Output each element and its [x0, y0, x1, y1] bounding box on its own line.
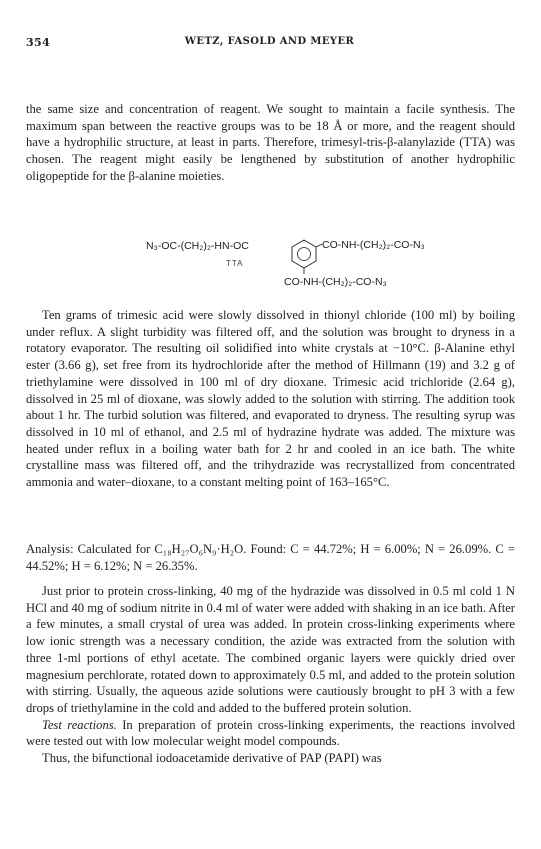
- paragraph-procedure: [26, 583, 515, 767]
- paragraph-test-reactions: [26, 717, 515, 750]
- formula-left-group: N₃-OC-(CH₂)₂-HN-OC: [146, 240, 249, 252]
- formula-bottom-group: CO-NH-(CH₂)₂-CO-N₃: [284, 276, 387, 288]
- paragraph-synthesis-text: Ten grams of trimesic acid were slowly dissolved in thionyl chloride (100 ml) by boiling under reflux. A slight turbidity was filtered off, and the solution was brought to dryness in a rotatory evaporator. The resulting oil solidified into white crystals at −10°C. β-Alanine ethyl ester (3.66 g), set free from its hydrochloride after the method of Hillmann (19) and 3.2 g of triethylamine were dissolved in 100 ml of dry dioxane. Trimesic acid trichloride (2.64 g), dissolved in 25 ml of dioxane, was slowly added to the solution with stirring. The addition took about 1 hr. The turbid solution was filtered, and evaporated to dryness. The resulting syrup was dissolved in 10 ml of ethanol, and 2.5 ml of hydrazine hydrate was added. The mixture was heated under reflux in a boiling water bath for 2 hr and cooled in an ice bath. The white crystalline mass was filtered off, and the trihydrazide was recrystallized from concentrated ammonia and water–dioxane, to a constant melting point of 163–165°C.: [26, 308, 515, 490]
- test-reactions-heading: Test reactions.: [42, 717, 117, 732]
- test-reactions-body: In preparation of protein cross-linking experiments, the reactions involved were tested out with low molecular weight model compounds.: [26, 717, 515, 749]
- formula-right-group: CO-NH-(CH₂)₂-CO-N₃: [322, 239, 425, 251]
- page-header: [26, 36, 513, 52]
- page-number: 354: [26, 36, 51, 49]
- tta-structure-drawing: [146, 232, 425, 296]
- formula-label: TTA: [226, 259, 244, 268]
- benzene-ring-shape: [292, 240, 316, 268]
- paragraph-intro: [26, 101, 515, 185]
- paragraph-synthesis: [26, 307, 515, 491]
- paragraph-intro-text: the same size and concentration of reagent. We sought to maintain a facile synthesis. The maximum span between the reactive groups was to be 18 Å or more, and the reagent should have a hydrophilic structure, at least in parts. Therefore, trimesyl-tris-β-alanylazide (TTA) was chosen. The reagent might easily be lengthened by substitution of another hydrophilic oligopeptide for the β-alanine moieties.: [26, 102, 515, 183]
- paragraph-analysis: [26, 541, 515, 574]
- running-title: WETZ, FASOLD AND MEYER: [184, 36, 355, 47]
- paragraph-prior-text: Just prior to protein cross-linking, 40 mg of the hydrazide was dissolved in 0.5 ml cold 1 N HCl and 40 mg of sodium nitrite in 0.4 ml of water were added with shaking in an ice bath. After a few minutes, a small crystal of urea was added. In protein cross-linking experiments where low ionic strength was a necessary condition, the azide was extracted from the solution with three 1-ml portions of ethyl acetate. The combined organic layers were quickly dried over magnesium perchlorate, rotated down to approximately 0.5 ml, and added to the protein solution with stirring. Usually, the aqueous azide solutions were cautiously brought to pH 3 with a few drops of triethylamine in the cold and added to the buffered protein solution.: [26, 584, 515, 715]
- paragraph-thus-text: Thus, the bifunctional iodoacetamide derivative of PAP (PAPI) was: [42, 751, 382, 766]
- tta-structure-formula: [146, 232, 425, 296]
- paragraph-analysis-text: Analysis: Calculated for C₁₈H₂₇O₆N₉·H₂O. Found: C = 44.72%; H = 6.00%; N = 26.09%. C = 44.52%; H = 6.12%; N = 26.35%.: [26, 542, 515, 573]
- benzene-ring-circle: [298, 248, 311, 261]
